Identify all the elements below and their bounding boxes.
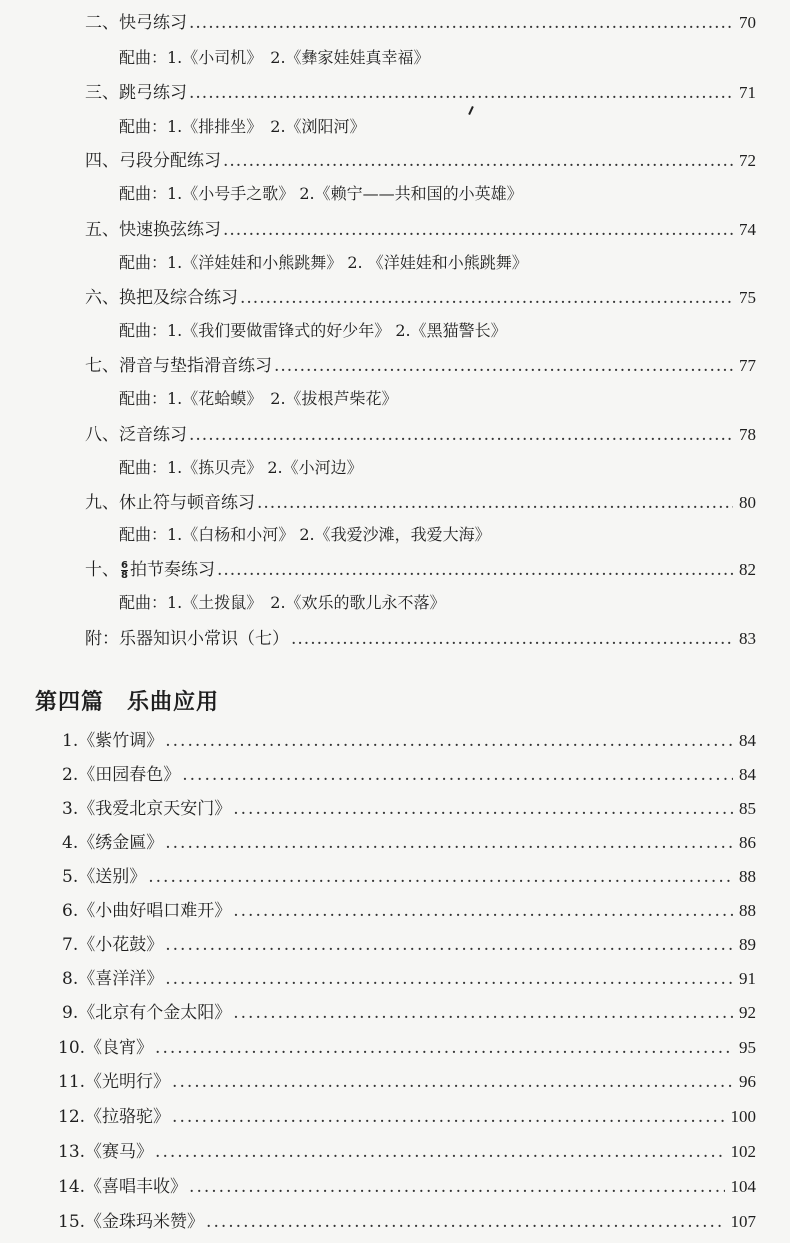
- entry-title: 八、泛音练习: [85, 425, 187, 445]
- dot-leader: [165, 935, 733, 955]
- toc-entry: [85, 420, 756, 445]
- song-list: 配曲：1.《土拨鼠》 2.《欢乐的歌儿永不落》: [119, 593, 446, 612]
- page-number: 88: [739, 901, 756, 920]
- dot-leader: [148, 867, 733, 887]
- entry-title: 五、快速换弦练习: [85, 220, 221, 240]
- entry-title-text: 拍节奏练习: [129, 560, 215, 580]
- entry-title: 1.《紫竹调》: [62, 731, 164, 751]
- toc-entry: [85, 624, 756, 649]
- toc-entry: [85, 351, 756, 376]
- dot-leader: [223, 220, 733, 240]
- toc-entry: [62, 998, 756, 1023]
- entry-title: 六、换把及综合练习: [85, 288, 238, 308]
- toc-entry: [85, 555, 756, 580]
- toc-entry: [85, 215, 756, 240]
- entry-title: 12.《拉骆驼》: [58, 1107, 171, 1127]
- dot-leader: [217, 560, 733, 580]
- page-number: 77: [739, 356, 756, 375]
- entry-title: 8.《喜洋洋》: [62, 969, 164, 989]
- toc-entry: [58, 1033, 756, 1058]
- entry-title: 6.《小曲好唱口难开》: [62, 901, 232, 921]
- page-number: 104: [730, 1177, 756, 1196]
- toc-entry: [85, 488, 756, 513]
- page-number: 84: [739, 765, 756, 784]
- entry-title: 5.《送别》: [62, 867, 147, 887]
- dot-leader: [189, 425, 733, 445]
- dot-leader: [240, 288, 733, 308]
- time-signature: [121, 561, 128, 580]
- time-signature-bottom: 8: [121, 570, 128, 581]
- song-list: 配曲：1.《白杨和小河》 2.《我爱沙滩，我爱大海》: [119, 525, 491, 544]
- toc-entry: [58, 1207, 756, 1232]
- toc-entry: [62, 896, 756, 921]
- toc-entry: [62, 828, 756, 853]
- page-number: 75: [739, 288, 756, 307]
- toc-entry: [85, 8, 756, 33]
- page-number: 70: [739, 13, 756, 32]
- toc-entry: [62, 862, 756, 887]
- toc-entry: [58, 1067, 756, 1092]
- page-number: 92: [739, 1003, 756, 1022]
- song-list: 配曲：1.《我们要做雷锋式的好少年》 2.《黑猫警长》: [119, 321, 507, 340]
- song-list: 配曲：1.《小号手之歌》 2.《赖宁——共和国的小英雄》: [119, 184, 523, 203]
- entry-title: 14.《喜唱丰收》: [58, 1177, 188, 1197]
- song-list: 配曲：1.《排排坐》 2.《浏阳河》: [119, 117, 366, 136]
- page-number: 86: [739, 833, 756, 852]
- dot-leader: [291, 629, 733, 649]
- page-number: 95: [739, 1038, 756, 1057]
- dot-leader: [206, 1212, 724, 1232]
- entry-title: 三、跳弓练习: [85, 83, 187, 103]
- toc-entry: [85, 78, 756, 103]
- entry-title: 13.《赛马》: [58, 1142, 154, 1162]
- entry-title: 2.《田园春色》: [62, 765, 181, 785]
- entry-number: 十、: [85, 560, 119, 580]
- page-number: 71: [739, 83, 756, 102]
- toc-entry: [62, 794, 756, 819]
- song-list: 配曲：1.《洋娃娃和小熊跳舞》 2. 《洋娃娃和小熊跳舞》: [119, 253, 528, 272]
- entry-title: 九、休止符与顿音练习: [85, 493, 255, 513]
- page-number: 84: [739, 731, 756, 750]
- entry-title: 3.《我爱北京天安门》: [62, 799, 232, 819]
- dot-leader: [155, 1038, 733, 1058]
- song-list: 配曲：1.《花蛤蟆》 2.《拔根芦柴花》: [119, 389, 398, 408]
- dot-leader: [155, 1142, 724, 1162]
- page-number: 96: [739, 1072, 756, 1091]
- toc-entry: [62, 930, 756, 955]
- dot-leader: [182, 765, 733, 785]
- page-number: 82: [739, 560, 756, 579]
- dot-leader: [165, 731, 733, 751]
- toc-entry: [85, 283, 756, 308]
- time-signature-top: 6: [121, 560, 128, 571]
- toc-entry: [62, 726, 756, 751]
- dot-leader: [233, 901, 733, 921]
- toc-entry: [58, 1137, 756, 1162]
- page-number: 100: [730, 1107, 756, 1126]
- toc-entry: [62, 760, 756, 785]
- dot-leader: [233, 799, 733, 819]
- page-number: 102: [730, 1142, 756, 1161]
- entry-title: 七、滑音与垫指滑音练习: [85, 356, 272, 376]
- page-number: 78: [739, 425, 756, 444]
- entry-title: 附：乐器知识小常识（七）: [85, 629, 289, 649]
- dot-leader: [189, 13, 733, 33]
- entry-title: 9.《北京有个金太阳》: [62, 1003, 232, 1023]
- toc-entry: [58, 1102, 756, 1127]
- dot-leader: [233, 1003, 733, 1023]
- part-heading: 第四篇 乐曲应用: [35, 690, 220, 715]
- toc-entry: [58, 1172, 756, 1197]
- entry-title: 15.《金珠玛米赞》: [58, 1212, 205, 1232]
- entry-title: 四、弓段分配练习: [85, 151, 221, 171]
- dot-leader: [189, 1177, 724, 1197]
- page-number: 85: [739, 799, 756, 818]
- page-number: 91: [739, 969, 756, 988]
- dot-leader: [257, 493, 733, 513]
- page-number: 89: [739, 935, 756, 954]
- stray-mark: [468, 106, 474, 115]
- page-number: 83: [739, 629, 756, 648]
- entry-title: 二、快弓练习: [85, 13, 187, 33]
- dot-leader: [189, 83, 733, 103]
- page-number: 107: [730, 1212, 756, 1231]
- page-number: 74: [739, 220, 756, 239]
- song-list: 配曲：1.《拣贝壳》 2.《小河边》: [119, 458, 363, 477]
- dot-leader: [165, 833, 733, 853]
- toc-entry: [62, 964, 756, 989]
- dot-leader: [274, 356, 733, 376]
- entry-title: 10.《良宵》: [58, 1038, 154, 1058]
- toc-entry: [85, 146, 756, 171]
- entry-title: 11.《光明行》: [58, 1072, 171, 1092]
- dot-leader: [165, 969, 733, 989]
- dot-leader: [223, 151, 733, 171]
- song-list: 配曲：1.《小司机》 2.《彝家娃娃真幸福》: [119, 48, 430, 67]
- entry-title: 7.《小花鼓》: [62, 935, 164, 955]
- page-number: 88: [739, 867, 756, 886]
- dot-leader: [172, 1072, 733, 1092]
- dot-leader: [172, 1107, 724, 1127]
- entry-title: [85, 555, 215, 580]
- entry-title: 4.《绣金匾》: [62, 833, 164, 853]
- page-number: 72: [739, 151, 756, 170]
- page-number: 80: [739, 493, 756, 512]
